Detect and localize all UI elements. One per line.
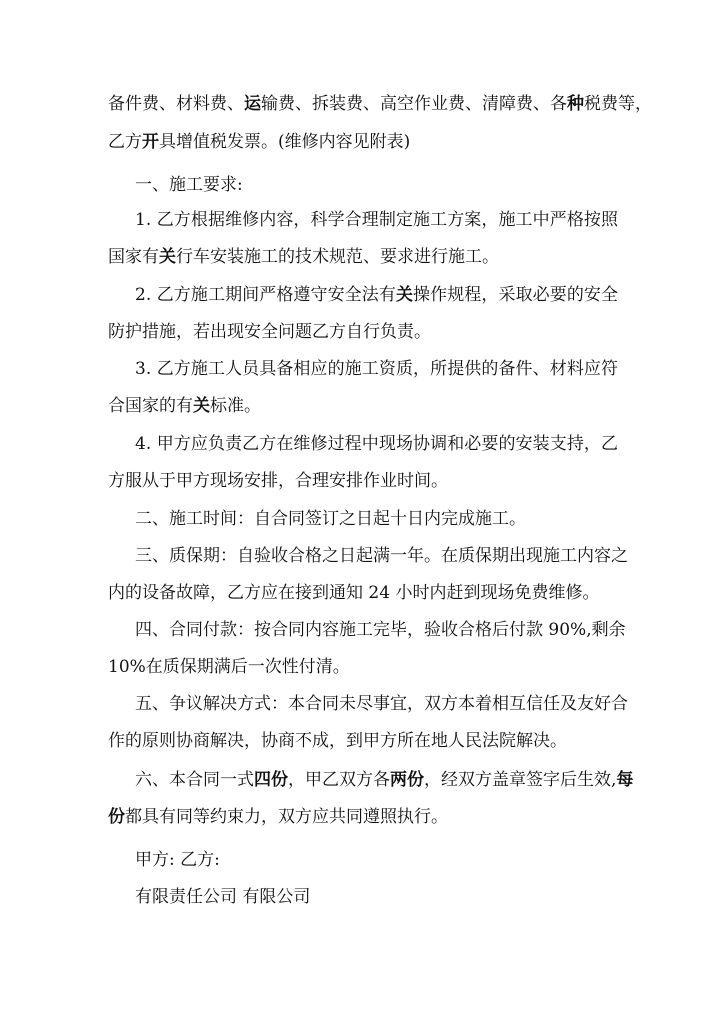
signature-companies: 有限责任公司 有限公司 (135, 887, 311, 907)
section-heading: 二、施工时间：自合同签订之日起十日内完成施工。 (135, 509, 526, 529)
text-line: 三、质保期：自验收合格之日起满一年。在质保期出现施工内容之 (135, 546, 628, 566)
text-line: 五、争议解决方式：本合同未尽事宜，双方本着相互信任及友好合 (135, 694, 628, 714)
signature-parties: 甲方: 乙方: (135, 850, 220, 870)
text-line: 内的设备故障，乙方应在接到通知 24 小时内赶到现场免费维修。 (108, 583, 600, 603)
text-line: 合国家的有关标准。 (108, 396, 261, 416)
text-line: 4. 甲方应负责乙方在维修过程中现场协调和必要的安装支持，乙 (135, 434, 618, 454)
text-line: 备件费、材料费、运输费、拆装费、高空作业费、清障费、各种税费等， (108, 94, 652, 114)
text-line: 方服从于甲方现场安排，合理安排作业时间。 (108, 471, 448, 491)
text-line: 四、合同付款：按合同内容施工完毕，验收合格后付款 90%,剩余 (135, 620, 626, 640)
text-line: 2. 乙方施工期间严格遵守安全法有关操作规程，采取必要的安全 (135, 285, 619, 305)
text-line: 10%在质保期满后一次性付清。 (108, 657, 350, 677)
text-line: 份都具有同等约束力，双方应共同遵照执行。 (108, 807, 448, 827)
text-line: 国家有关行车安装施工的技术规范、要求进行施工。 (108, 247, 499, 267)
text-line: 乙方开具增值税发票。(维修内容见附表) (108, 132, 411, 152)
text-line: 1. 乙方根据维修内容，科学合理制定施工方案，施工中严格按照 (135, 210, 618, 230)
text-line: 作的原则协商解决，协商不成，到甲方所在地人民法院解决。 (108, 731, 567, 751)
text-line: 防护措施，若出现安全问题乙方自行负责。 (108, 322, 431, 342)
text-line: 六、本合同一式四份，甲乙双方各两份，经双方盖章签字后生效,每 (135, 770, 634, 790)
section-heading: 一、施工要求: (135, 175, 243, 195)
text-line: 3. 乙方施工人员具备相应的施工资质，所提供的备件、材料应符 (135, 359, 618, 379)
